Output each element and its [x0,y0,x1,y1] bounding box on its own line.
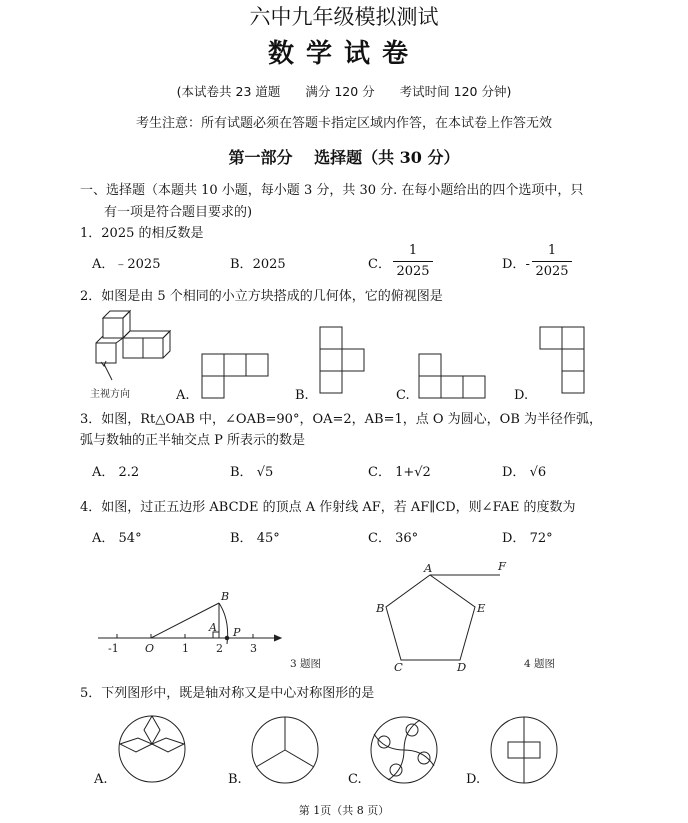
q4-c-value: 36° [395,531,419,546]
q5-option-c[interactable]: C. [348,772,362,787]
q1-b-value: 2025 [252,257,286,272]
q5-option-a-figure [119,716,185,782]
section-intro-line1: 一、选择题（本题共 10 小题，每小题 3 分，共 30 分. 在每小题给出的四个选项中，只 [80,183,584,198]
q1-d-label: D． [502,257,526,272]
q1-option-c-label[interactable]: C． [368,257,391,272]
fig4-label-d: D [457,660,467,674]
q2-option-a[interactable]: A. [176,388,190,403]
q5-option-b-figure [252,717,318,783]
q5-option-d-figure [491,717,557,783]
q5-option-c-figure [371,717,437,783]
q2-option-b[interactable]: B. [295,388,309,403]
fig4-label-b: B [376,601,385,615]
fig3-tick-2: 2 [216,642,223,655]
q3-a-value: 2.2 [118,465,140,480]
q1-a-label: A． [92,257,115,272]
exam-title: 数学试卷 [267,39,420,69]
q1-a-value: ﹣2025 [114,257,161,272]
fig4-label-f: F [498,559,506,573]
fig3-tick-1: 1 [182,642,189,655]
q3-a-label: A． [92,465,115,480]
q3-stem-line1: 3．如图，Rt△OAB 中，∠OAB=90°，OA=2，AB=1，点 O 为圆心，OB 为半径作弧， [80,412,603,427]
school-title: 六中九年级模拟测试 [249,5,439,29]
part-title: 第一部分 选择题（共 30 分） [228,148,460,167]
q1-d-sign: - [525,257,530,272]
exam-info: (本试卷共 23 道题 满分 120 分 考试时间 120 分钟) [176,84,512,99]
q1-d-denominator: 2025 [535,264,569,279]
q4-a-value: 54° [118,531,142,546]
q3-d-label: D． [502,465,526,480]
q3-b-label: B． [230,465,253,480]
q5-stem: 5．下列图形中，既是轴对称又是中心对称图形的是 [80,686,375,701]
q3-c-label: C． [368,465,391,480]
notice: 考生注意：所有试题必须在答题卡指定区域内作答，在本试卷上作答无效 [135,116,552,131]
q5-option-b[interactable]: B. [228,772,242,787]
q1-b-label: B． [230,257,253,272]
fig3-tick-3: 3 [250,642,257,655]
q5-option-a[interactable]: A. [94,772,108,787]
fig3-label-a: A [209,621,217,634]
q1-c-numerator: 1 [408,243,418,258]
q1-stem: 1．2025 的相反数是 [80,226,204,241]
q4-stem: 4．如图，过正五边形 ABCDE 的顶点 A 作射线 AF，若 AF∥CD，则∠FAE 的度数为 [80,500,576,515]
fig4-caption: 4 题图 [524,658,556,670]
fig3-label-p: P [233,626,241,639]
q3-stem-line2: 弧与数轴的正半轴交点 P 所表示的数是 [80,433,306,448]
q2-option-d[interactable]: D. [514,388,529,403]
section-intro-line2: 有一项是符合题目要求的) [104,205,253,220]
q2-stem: 2．如图是由 5 个相同的小立方块搭成的几何体，它的俯视图是 [80,289,443,304]
q1-c-denominator: 2025 [396,264,430,279]
q4-d-value: 72° [529,531,553,546]
fig3-label-b: B [221,590,230,603]
q3-d-value: √6 [529,465,547,480]
q3-c-value: 1+√2 [395,465,431,480]
q4-b-label: B． [230,531,253,546]
front-view-label: 主视方向 [90,389,130,400]
fig3-caption: 3 题图 [290,658,322,670]
fig3-tick-neg1: -1 [108,642,119,655]
q4-b-value: 45° [256,531,280,546]
q2-option-c[interactable]: C. [396,388,410,403]
page-footer: 第 1页（共 8 页） [298,804,390,817]
q3-b-value: √5 [256,465,274,480]
fig4-label-a: A [424,561,433,575]
fig4-label-e: E [477,601,486,615]
q4-a-label: A． [92,531,115,546]
fig4-label-c: C [394,660,403,674]
q4-d-label: D． [502,531,526,546]
q4-c-label: C． [368,531,391,546]
q5-option-d[interactable]: D. [466,772,481,787]
fig3-tick-o: O [145,642,155,655]
q1-d-numerator: 1 [547,243,557,258]
